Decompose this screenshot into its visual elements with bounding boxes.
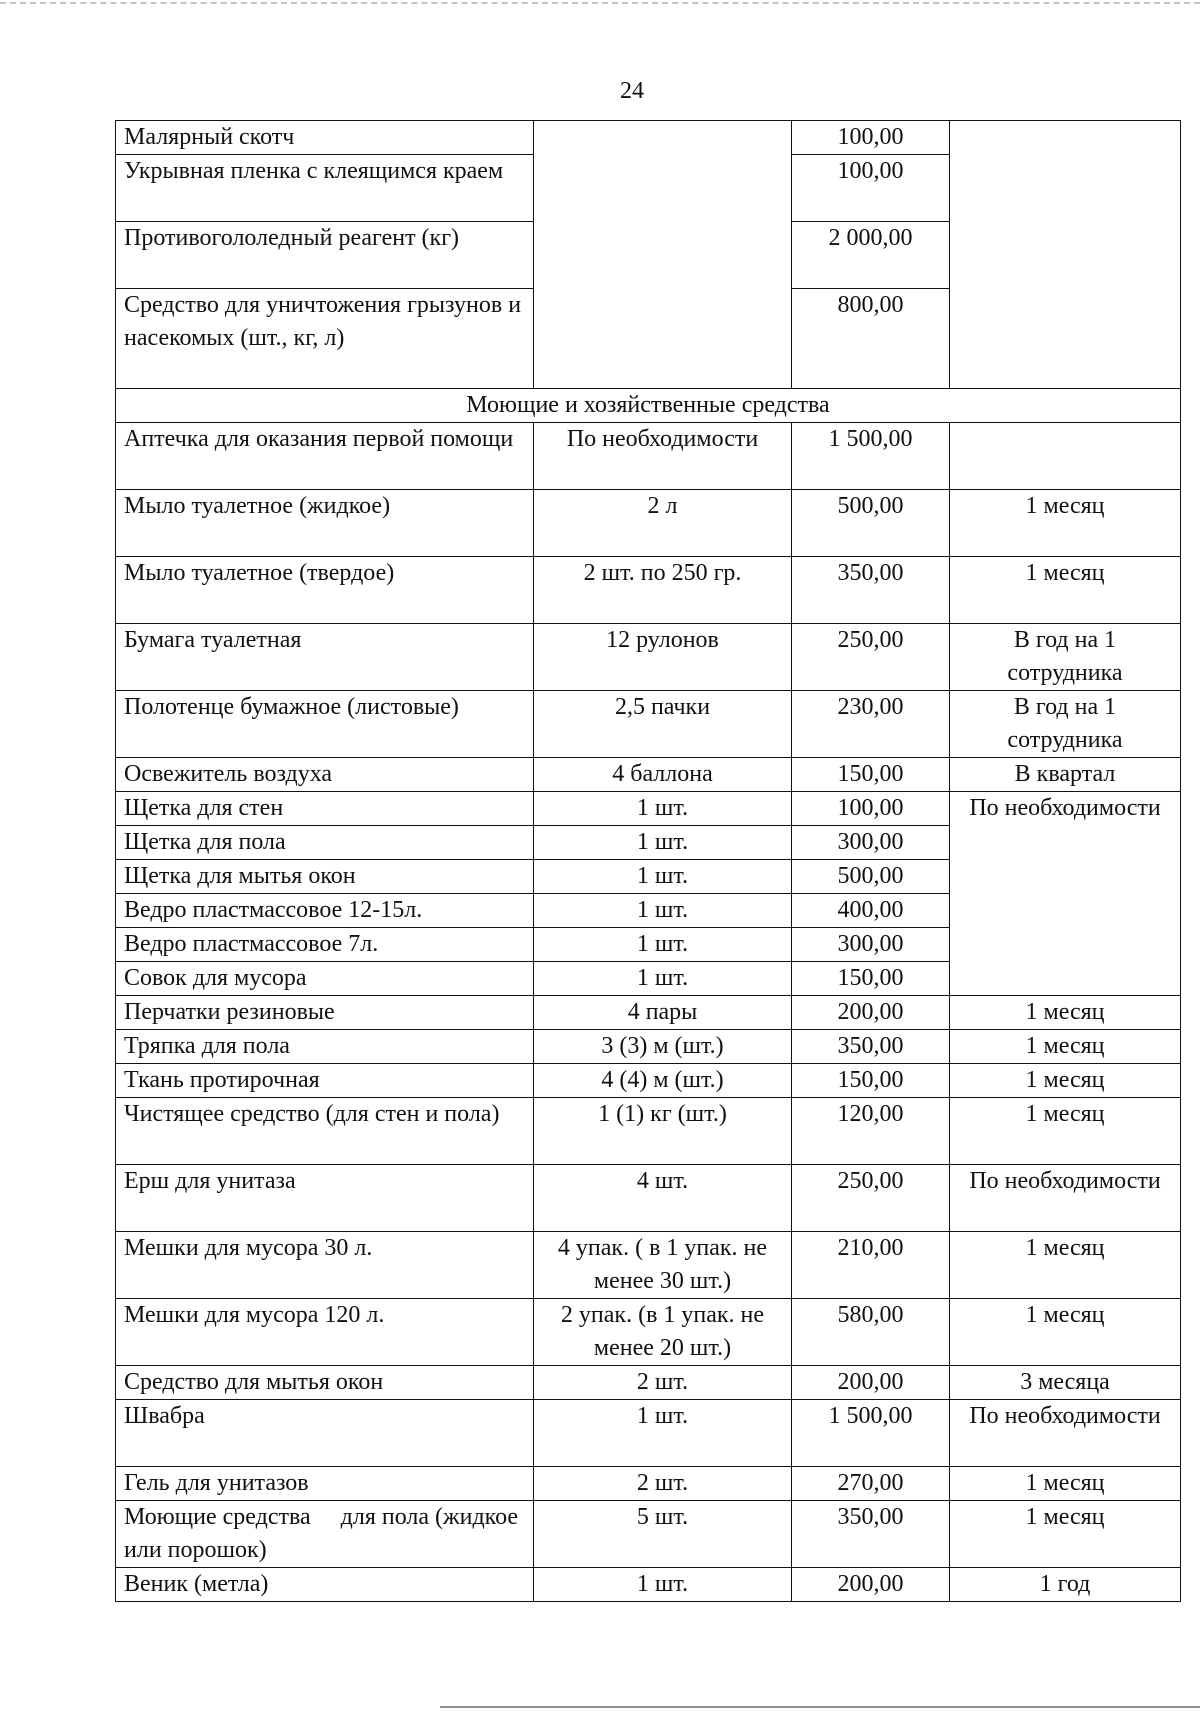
item-name: Перчатки резиновые: [116, 996, 534, 1030]
table-row: [116, 1232, 1181, 1299]
item-quantity: 1 шт.: [534, 792, 792, 826]
item-period: По необходимости: [950, 1165, 1181, 1232]
item-period: 1 месяц: [950, 1299, 1181, 1366]
item-name: Противогололедный реагент (кг): [116, 222, 534, 289]
item-price: 500,00: [792, 860, 950, 894]
item-price: 100,00: [792, 792, 950, 826]
item-name: Совок для мусора: [116, 962, 534, 996]
item-name: Щетка для пола: [116, 826, 534, 860]
item-price: 250,00: [792, 624, 950, 691]
table-row: [116, 121, 1181, 155]
item-name: Чистящее средство (для стен и пола): [116, 1098, 534, 1165]
item-price: 150,00: [792, 962, 950, 996]
table-row: [116, 1030, 1181, 1064]
item-price: 2 000,00: [792, 222, 950, 289]
item-price: 120,00: [792, 1098, 950, 1165]
item-name: Щетка для стен: [116, 792, 534, 826]
item-name: Ткань протирочная: [116, 1064, 534, 1098]
item-name: Тряпка для пола: [116, 1030, 534, 1064]
section-header-row: [116, 389, 1181, 423]
item-quantity: 12 рулонов: [534, 624, 792, 691]
empty-qty-cell: [534, 121, 792, 389]
item-period: 1 месяц: [950, 490, 1181, 557]
table-row: [116, 557, 1181, 624]
item-price: 210,00: [792, 1232, 950, 1299]
item-name: Ерш для унитаза: [116, 1165, 534, 1232]
item-price: 200,00: [792, 1568, 950, 1602]
item-name: Мешки для мусора 30 л.: [116, 1232, 534, 1299]
item-quantity: 2 л: [534, 490, 792, 557]
item-quantity: 4 упак. ( в 1 упак. не менее 30 шт.): [534, 1232, 792, 1299]
item-name: Веник (метла): [116, 1568, 534, 1602]
item-quantity: 1 шт.: [534, 826, 792, 860]
item-price: 1 500,00: [792, 423, 950, 490]
item-period: 1 месяц: [950, 1064, 1181, 1098]
table-row: [116, 1467, 1181, 1501]
item-name: Мыло туалетное (твердое): [116, 557, 534, 624]
table-row: [116, 691, 1181, 758]
item-price: 300,00: [792, 928, 950, 962]
item-name: Средство для уничтожения грызунов и насекомых (шт., кг, л): [116, 289, 534, 389]
item-period: 1 месяц: [950, 1501, 1181, 1568]
item-period: 1 месяц: [950, 1030, 1181, 1064]
item-quantity: 4 баллона: [534, 758, 792, 792]
item-period: В квартал: [950, 758, 1181, 792]
item-name: Укрывная пленка с клеящимся краем: [116, 155, 534, 222]
item-price: 230,00: [792, 691, 950, 758]
item-quantity: 4 шт.: [534, 1165, 792, 1232]
item-quantity: 1 шт.: [534, 962, 792, 996]
item-price: 500,00: [792, 490, 950, 557]
table-row: [116, 1064, 1181, 1098]
item-quantity: 2 шт.: [534, 1467, 792, 1501]
item-period: По необходимости: [950, 792, 1181, 996]
price-table: [115, 120, 1181, 1602]
item-period: В год на 1 сотрудника: [950, 624, 1181, 691]
scan-top-edge: [0, 2, 1200, 4]
item-quantity: 2 упак. (в 1 упак. не менее 20 шт.): [534, 1299, 792, 1366]
item-name: Швабра: [116, 1400, 534, 1467]
item-quantity: По необходимости: [534, 423, 792, 490]
item-period: 1 месяц: [950, 557, 1181, 624]
table-row: [116, 1501, 1181, 1568]
item-name: Мыло туалетное (жидкое): [116, 490, 534, 557]
section-title: Моющие и хозяйственные средства: [116, 389, 1181, 423]
item-period: По необходимости: [950, 1400, 1181, 1467]
scan-bottom-line: [440, 1706, 1200, 1708]
item-period: 3 месяца: [950, 1366, 1181, 1400]
item-name: Освежитель воздуха: [116, 758, 534, 792]
item-period: 1 месяц: [950, 1467, 1181, 1501]
item-period: [950, 423, 1181, 490]
item-price: 350,00: [792, 1030, 950, 1064]
item-price: 1 500,00: [792, 1400, 950, 1467]
item-quantity: 3 (3) м (шт.): [534, 1030, 792, 1064]
item-period: 1 месяц: [950, 1232, 1181, 1299]
item-name: Ведро пластмассовое 12-15л.: [116, 894, 534, 928]
item-period: 1 год: [950, 1568, 1181, 1602]
item-name: Малярный скотч: [116, 121, 534, 155]
table-row: [116, 490, 1181, 557]
item-price: 350,00: [792, 1501, 950, 1568]
table-row: [116, 1165, 1181, 1232]
item-period: В год на 1 сотрудника: [950, 691, 1181, 758]
item-period: 1 месяц: [950, 996, 1181, 1030]
item-price: 800,00: [792, 289, 950, 389]
item-name: Гель для унитазов: [116, 1467, 534, 1501]
item-price: 100,00: [792, 155, 950, 222]
item-name: Ведро пластмассовое 7л.: [116, 928, 534, 962]
item-price: 150,00: [792, 758, 950, 792]
page-number: 24: [620, 78, 644, 104]
item-name: Бумага туалетная: [116, 624, 534, 691]
item-price: 250,00: [792, 1165, 950, 1232]
item-quantity: 2 шт. по 250 гр.: [534, 557, 792, 624]
item-price: 300,00: [792, 826, 950, 860]
item-price: 200,00: [792, 996, 950, 1030]
table-row: [116, 1366, 1181, 1400]
table-row: [116, 1568, 1181, 1602]
item-quantity: 1 шт.: [534, 894, 792, 928]
table-row: [116, 624, 1181, 691]
table-row: [116, 758, 1181, 792]
item-price: 200,00: [792, 1366, 950, 1400]
item-quantity: 1 шт.: [534, 928, 792, 962]
table-row: [116, 996, 1181, 1030]
item-name: Щетка для мытья окон: [116, 860, 534, 894]
item-quantity: 4 (4) м (шт.): [534, 1064, 792, 1098]
item-price: 350,00: [792, 557, 950, 624]
item-quantity: 5 шт.: [534, 1501, 792, 1568]
item-name: Средство для мытья окон: [116, 1366, 534, 1400]
table-row: [116, 1400, 1181, 1467]
item-name: Аптечка для оказания первой помощи: [116, 423, 534, 490]
item-price: 100,00: [792, 121, 950, 155]
item-price: 580,00: [792, 1299, 950, 1366]
item-quantity: 2,5 пачки: [534, 691, 792, 758]
item-price: 270,00: [792, 1467, 950, 1501]
item-name: Моющие средства для пола (жидкое или порошок): [116, 1501, 534, 1568]
item-quantity: 1 (1) кг (шт.): [534, 1098, 792, 1165]
table-row: [116, 1299, 1181, 1366]
item-quantity: 1 шт.: [534, 860, 792, 894]
item-name: Мешки для мусора 120 л.: [116, 1299, 534, 1366]
table-row: [116, 792, 1181, 826]
empty-period-cell: [950, 121, 1181, 389]
item-quantity: 2 шт.: [534, 1366, 792, 1400]
item-period: 1 месяц: [950, 1098, 1181, 1165]
item-quantity: 1 шт.: [534, 1568, 792, 1602]
item-quantity: 1 шт.: [534, 1400, 792, 1467]
item-price: 400,00: [792, 894, 950, 928]
item-quantity: 4 пары: [534, 996, 792, 1030]
table-row: [116, 423, 1181, 490]
item-name: Полотенце бумажное (листовые): [116, 691, 534, 758]
item-price: 150,00: [792, 1064, 950, 1098]
table-row: [116, 1098, 1181, 1165]
